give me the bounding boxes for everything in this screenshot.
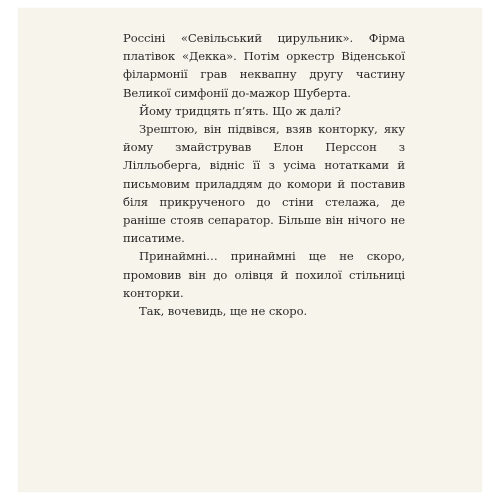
book-page: [18, 8, 482, 492]
text-block: [123, 29, 405, 320]
paragraph-4: Принаймні… принаймні ще не скоро, промовив він до олівця й похилої стільниці конторки.: [123, 249, 405, 300]
paragraph-5: Так, вочевидь, ще не скоро.: [139, 304, 308, 319]
paragraph-1: Россіні «Севільський цирульник». Фірма платівок «Декка». Потім оркестр Віденської філармонії грав неквапну другу частину Великої симфонії до-мажор Шуберта.: [123, 31, 405, 100]
paragraph-2: Йому тридцять п’ять. Що ж далі?: [139, 103, 341, 118]
paragraph-3: Зрештою, він підвівся, взяв конторку, яку йому змайстрував Елон Перссон з Лілльоберга, відніс її з усіма нотатками й письмовим приладдям до комори й поставив біля прикрученого до стіни стелажа, де раніше стояв сепаратор. Більше він нічого не писатиме.: [123, 122, 405, 246]
